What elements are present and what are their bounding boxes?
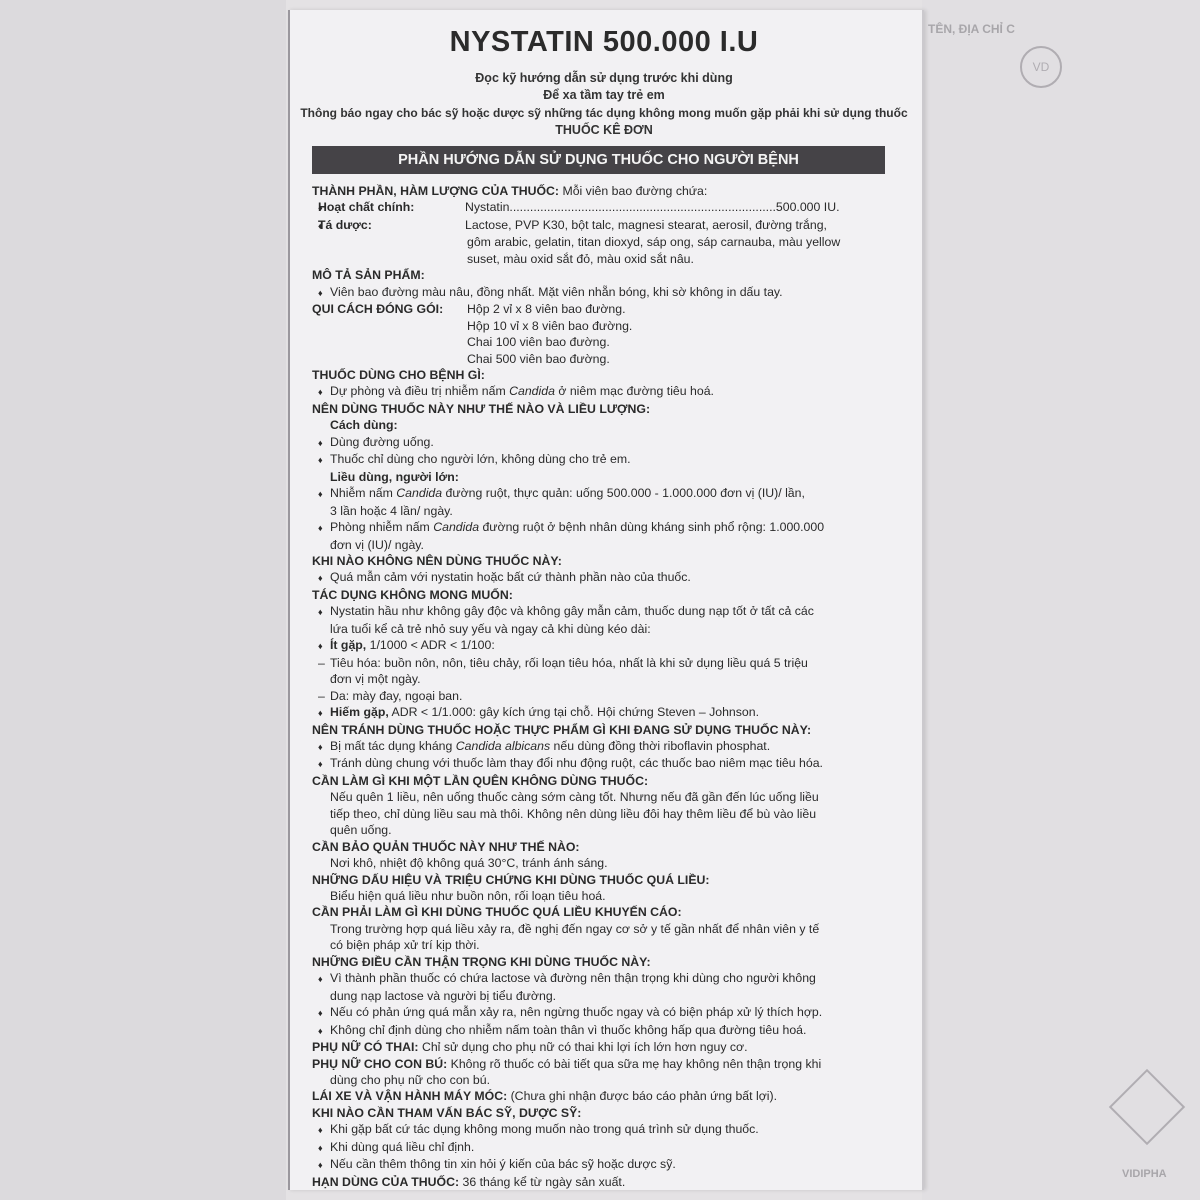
dose-item bbox=[312, 485, 892, 502]
precautions-item: ♦ Nếu có phản ứng quá mẫn xảy ra, nên ngừng thuốc ngay và có biện pháp xử lý thích hợp. bbox=[312, 1004, 892, 1021]
patient-guide-banner: PHẦN HƯỚNG DẪN SỬ DỤNG THUỐC CHO NGƯỜI BỆNH bbox=[312, 146, 885, 174]
adverse-item: – Da: mày đay, ngoại ban. bbox=[312, 688, 892, 704]
pregnancy-text: Chỉ sử dụng cho phụ nữ có thai khi lợi ích lớn hơn nguy cơ. bbox=[418, 1040, 748, 1055]
consult-heading: KHI NÀO CẦN THAM VẤN BÁC SỸ, DƯỢC SỸ: bbox=[312, 1105, 582, 1120]
adverse-text: ♦ Nystatin hầu như không gây độc và không gây mẫn cảm, thuốc dung nạp tốt ở tất cả các bbox=[312, 603, 892, 620]
excipients-row bbox=[312, 217, 892, 234]
precautions-item-cont: dung nạp lactose và người bị tiểu đường. bbox=[330, 988, 557, 1003]
description-heading: MÔ TẢ SẢN PHẨM: bbox=[312, 268, 425, 283]
storage-text: Nơi khô, nhiệt độ không quá 30°C, tránh ánh sáng. bbox=[330, 856, 608, 871]
drug-title: NYSTATIN 500.000 I.U bbox=[449, 26, 759, 58]
packaging-item: Chai 100 viên bao đường. bbox=[467, 335, 610, 350]
keep-away-note: Để xa tầm tay trẻ em bbox=[543, 88, 665, 102]
driving-text: (Chưa ghi nhận được báo cáo phản ứng bất lợi). bbox=[507, 1089, 778, 1104]
missed-dose-text: quên uống. bbox=[330, 823, 392, 838]
interactions-heading: NÊN TRÁNH DÙNG THUỐC HOẶC THỰC PHẨM GÌ KHI ĐANG SỬ DỤNG THUỐC NÀY: bbox=[312, 722, 812, 737]
precautions-heading: NHỮNG ĐIỀU CẦN THẬN TRỌNG KHI DÙNG THUỐC NÀY: bbox=[312, 954, 651, 969]
adverse-heading: TÁC DỤNG KHÔNG MONG MUỐN: bbox=[312, 587, 513, 602]
expiry-heading: HẠN DÙNG CỦA THUỐC: bbox=[312, 1174, 460, 1189]
adverse-item-cont: đơn vị một ngày. bbox=[330, 672, 421, 687]
dose-item-pre: Phòng nhiễm nấm bbox=[330, 520, 434, 535]
packaging-item: Hộp 10 vỉ x 8 viên bao đường. bbox=[467, 318, 633, 333]
missed-dose-heading: CẦN LÀM GÌ KHI MỘT LẦN QUÊN KHÔNG DÙNG THUỐC: bbox=[312, 773, 649, 788]
dose-item-italic: Candida bbox=[433, 520, 480, 535]
adverse-text-cont: lứa tuổi kể cả trẻ nhỏ suy yếu và ngay cả khi dùng kéo dài: bbox=[330, 621, 651, 636]
indication-text-pre: Dự phòng và điều trị nhiễm nấm bbox=[330, 384, 510, 399]
indication-heading: THUỐC DÙNG CHO BỆNH GÌ: bbox=[312, 367, 485, 382]
pregnancy-row bbox=[312, 1039, 892, 1055]
dose-item-pre: Nhiễm nấm bbox=[330, 486, 397, 501]
rare-frequency: 1/1000 < ADR < 1/100: bbox=[366, 638, 495, 653]
lactation-text: Không rõ thuốc có bài tiết qua sữa mẹ hay không nên thận trọng khi bbox=[447, 1056, 822, 1071]
very-rare-row bbox=[312, 704, 892, 721]
bleed-through-text: TÊN, ĐỊA CHỈ C bbox=[928, 22, 1015, 36]
driving-row bbox=[312, 1088, 892, 1104]
indication-text-post: ở niêm mạc đường tiêu hoá. bbox=[554, 384, 714, 399]
missed-dose-text: Nếu quên 1 liều, nên uống thuốc càng sớm càng tốt. Nhưng nếu đã gần đến lúc uống liều bbox=[330, 790, 819, 805]
dose-item-cont: đơn vị (IU)/ ngày. bbox=[330, 537, 424, 552]
read-instructions-note: Đọc kỹ hướng dẫn sử dụng trước khi dùng bbox=[475, 71, 733, 85]
indication-text bbox=[312, 383, 892, 400]
packaging-row-1 bbox=[312, 301, 892, 317]
rare-row bbox=[312, 637, 892, 654]
driving-heading: LÁI XE VÀ VẬN HÀNH MÁY MÓC: bbox=[312, 1089, 508, 1104]
precautions-item: ♦ Vì thành phần thuốc có chứa lactose và đường nên thận trọng khi dùng cho người không bbox=[312, 970, 892, 987]
dose-item-cont: 3 lần hoặc 4 lần/ ngày. bbox=[330, 503, 453, 518]
expiry-row bbox=[312, 1174, 892, 1190]
contraindication-heading: KHI NÀO KHÔNG NÊN DÙNG THUỐC NÀY: bbox=[312, 553, 562, 568]
excipients-line-3: suset, màu oxid sắt đỏ, màu oxid sắt nâu. bbox=[467, 251, 694, 266]
interactions-item: ♦ Tránh dùng chung với thuốc làm thay đổi nhu động ruột, các thuốc bao niêm mạc tiêu hóa. bbox=[312, 755, 892, 772]
storage-heading: CẦN BẢO QUẢN THUỐC NÀY NHƯ THẾ NÀO: bbox=[312, 839, 580, 854]
excipients-label: Tá dược: bbox=[318, 217, 372, 232]
background-right bbox=[922, 0, 1200, 1200]
rare-label: Ít gặp, bbox=[330, 638, 367, 653]
consult-item: ♦ Nếu cần thêm thông tin xin hỏi ý kiến của bác sỹ hoặc dược sỹ. bbox=[312, 1156, 892, 1173]
interactions-item bbox=[312, 738, 892, 755]
dose-item bbox=[312, 519, 892, 536]
lactation-row bbox=[312, 1056, 892, 1072]
usage-item: ♦ Thuốc chỉ dùng cho người lớn, không dùng cho trẻ em. bbox=[312, 451, 892, 468]
expiry-text: 36 tháng kể từ ngày sản xuất. bbox=[459, 1174, 626, 1189]
dosage-heading: NÊN DÙNG THUỐC NÀY NHƯ THẾ NÀO VÀ LIỀU LƯỢNG: bbox=[312, 401, 651, 416]
active-value: Nystatin..............................................................................500.000 IU. bbox=[465, 200, 840, 215]
report-side-effects-note: Thông báo ngay cho bác sỹ hoặc dược sỹ những tác dụng không mong muốn gặp phải khi sử dụng thuốc bbox=[300, 106, 908, 120]
very-rare-text: ADR < 1/1.000: gây kích ứng tại chỗ. Hội chứng Steven – Johnson. bbox=[388, 705, 759, 720]
prescription-label: THUỐC KÊ ĐƠN bbox=[555, 123, 653, 137]
composition-heading-row bbox=[312, 183, 892, 199]
contraindication-text: ♦ Quá mẫn cảm với nystatin hoặc bất cứ thành phần nào của thuốc. bbox=[312, 569, 892, 586]
overdose-signs-heading: NHỮNG DẤU HIỆU VÀ TRIỆU CHỨNG KHI DÙNG THUỐC QUÁ LIỀU: bbox=[312, 872, 710, 887]
precautions-item: ♦ Không chỉ định dùng cho nhiễm nấm toàn thân vì thuốc không hấp qua đường tiêu hoá. bbox=[312, 1022, 892, 1039]
usage-item: ♦ Dùng đường uống. bbox=[312, 434, 892, 451]
packaging-heading: QUI CÁCH ĐÓNG GÓI: bbox=[312, 302, 444, 317]
excipients-line-2: gôm arabic, gelatin, titan dioxyd, sáp ong, sáp carnauba, màu yellow bbox=[467, 235, 841, 250]
background-left bbox=[0, 0, 286, 1200]
consult-item: ♦ Khi dùng quá liều chỉ định. bbox=[312, 1139, 892, 1156]
composition-intro: Mỗi viên bao đường chứa: bbox=[559, 184, 708, 198]
active-label: Hoạt chất chính: bbox=[318, 200, 415, 215]
adverse-item: – Tiêu hóa: buồn nôn, nôn, tiêu chảy, rối loạn tiêu hóa, nhất là khi sử dụng liều quá 5 triệu bbox=[312, 655, 892, 671]
lactation-heading: PHỤ NỮ CHO CON BÚ: bbox=[312, 1056, 448, 1071]
composition-heading: THÀNH PHẦN, HÀM LƯỢNG CỦA THUỐC: bbox=[312, 184, 560, 198]
active-ingredient-row bbox=[312, 199, 892, 216]
leaflet-body bbox=[312, 183, 892, 1190]
missed-dose-text: tiếp theo, chỉ dùng liều sau mà thôi. Không nên dùng liều đôi hay thêm liều để bù vào liều bbox=[330, 806, 817, 821]
indication-text-italic: Candida bbox=[509, 384, 555, 399]
bleed-brand-text: VIDIPHA bbox=[1122, 1168, 1167, 1180]
interactions-pre: Bị mất tác dụng kháng bbox=[330, 738, 456, 753]
very-rare-label: Hiếm gặp, bbox=[330, 705, 389, 720]
dose-item-post: đường ruột ở bệnh nhân dùng kháng sinh phổ rộng: 1.000.000 bbox=[479, 520, 825, 535]
packaging-item: Hộp 2 vỉ x 8 viên bao đường. bbox=[467, 302, 626, 317]
manufacturer-logo-icon: VD bbox=[1020, 46, 1062, 88]
dose-subheading: Liều dùng, người lớn: bbox=[330, 469, 459, 484]
overdose-action-text: có biện pháp xử trí kịp thời. bbox=[330, 938, 480, 953]
dose-item-post: đường ruột, thực quản: uống 500.000 - 1.000.000 đơn vị (IU)/ lần, bbox=[442, 486, 805, 501]
description-text: ♦ Viên bao đường màu nâu, đồng nhất. Mặt viên nhẵn bóng, khi sờ không in dấu tay. bbox=[312, 284, 892, 301]
interactions-italic: Candida albicans bbox=[455, 738, 551, 753]
interactions-post: nếu dùng đồng thời riboflavin phosphat. bbox=[550, 738, 771, 753]
overdose-signs-text: Biểu hiện quá liều như buồn nôn, rối loạn tiêu hoá. bbox=[330, 889, 606, 904]
overdose-action-text: Trong trường hợp quá liều xảy ra, đề nghị đến ngay cơ sở y tế gần nhất để nhân viên y tế bbox=[330, 921, 820, 936]
dose-item-italic: Candida bbox=[396, 486, 443, 501]
consult-item: ♦ Khi gặp bất cứ tác dụng không mong muốn nào trong quá trình sử dụng thuốc. bbox=[312, 1121, 892, 1138]
usage-subheading: Cách dùng: bbox=[330, 418, 398, 433]
lactation-text-cont: dùng cho phụ nữ cho con bú. bbox=[330, 1073, 491, 1088]
pregnancy-heading: PHỤ NỮ CÓ THAI: bbox=[312, 1040, 419, 1055]
overdose-action-heading: CẦN PHẢI LÀM GÌ KHI DÙNG THUỐC QUÁ LIỀU KHUYẾN CÁO: bbox=[312, 905, 682, 920]
packaging-item: Chai 500 viên bao đường. bbox=[467, 351, 610, 366]
excipients-line-1: Lactose, PVP K30, bột talc, magnesi stearat, aerosil, đường trắng, bbox=[465, 217, 827, 232]
